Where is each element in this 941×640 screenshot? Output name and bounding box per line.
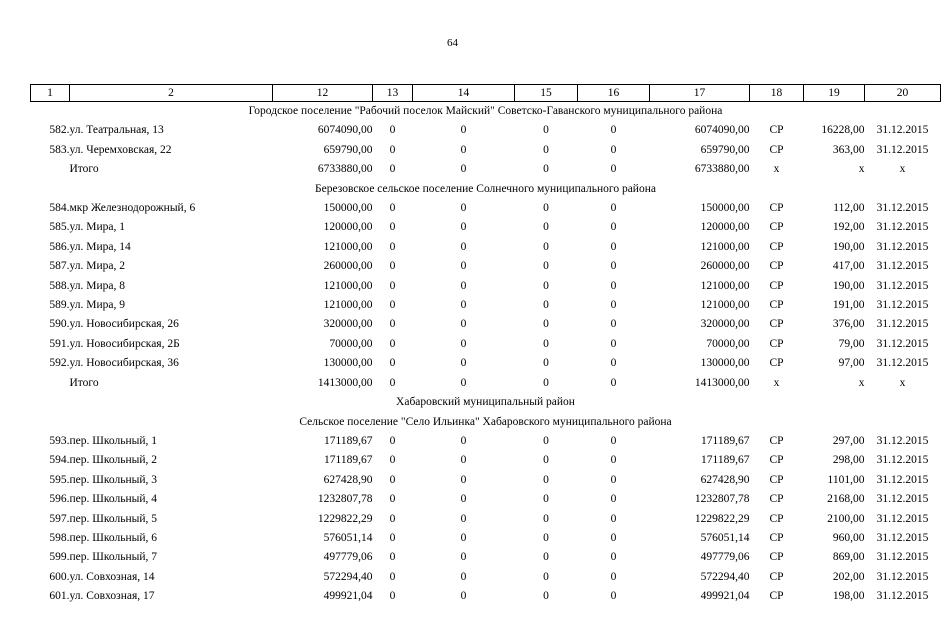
area-col-19: 2100,00 (827, 512, 865, 525)
value-col-14: 0 (460, 590, 467, 603)
section-title: Сельское поселение "Село Ильинка" Хабаровского муниципального района (299, 415, 672, 428)
row-number: 593. (49, 434, 70, 447)
value-col-16: 0 (610, 279, 617, 292)
value-col-13: 0 (389, 299, 396, 312)
value-col-13: 0 (389, 531, 396, 544)
value-col-14: 0 (460, 240, 467, 253)
address: ул. Мира, 2 (69, 260, 125, 273)
section-title: Городское поселение "Рабочий поселок Майский" Советско-Гаванского муниципального района (248, 105, 723, 117)
value-col-14: 0 (460, 454, 467, 467)
table-row (31, 548, 941, 567)
value-col-13: 0 (389, 473, 396, 486)
value-col-15: 0 (543, 163, 549, 176)
address: ул. Новосибирская, 2Б (69, 337, 180, 350)
value-col-16: 0 (610, 454, 617, 467)
table-row (31, 471, 941, 490)
value-col-13: 0 (389, 260, 396, 273)
value-col-17: 150000,00 (700, 202, 750, 215)
value-col-12: 130000,00 (323, 357, 373, 370)
value-col-16: 0 (610, 318, 617, 331)
date-col-20: 31.12.2015 (876, 493, 929, 506)
code-col-18: СР (769, 240, 784, 253)
value-col-14: 0 (460, 318, 467, 331)
area-col-19: 363,00 (832, 143, 865, 156)
row-number: 585. (49, 221, 70, 234)
row-number: 590. (49, 318, 70, 331)
address: ул. Новосибирская, 26 (69, 318, 179, 331)
code-col-18: СР (769, 260, 784, 273)
value-col-12: 499921,04 (323, 590, 373, 603)
value-col-12: 497779,06 (323, 551, 373, 564)
value-col-13: 0 (389, 454, 396, 467)
value-col-12: 171189,67 (324, 454, 373, 467)
row-number: 596. (49, 493, 70, 506)
value-col-14: 0 (460, 434, 467, 447)
column-header-14: 14 (413, 85, 515, 102)
column-header-13: 13 (373, 85, 413, 102)
area-col-19: 202,00 (832, 570, 865, 583)
value-col-13: 0 (389, 590, 396, 603)
row-number: 591. (49, 337, 70, 350)
value-col-15: 0 (543, 473, 549, 486)
section-row (31, 180, 941, 199)
value-col-16: 0 (610, 299, 617, 312)
value-col-12: 6074090,00 (317, 124, 373, 137)
value-col-14: 0 (460, 337, 467, 350)
row-number: 599. (49, 551, 70, 564)
area-col-19: 198,00 (832, 590, 865, 603)
value-col-12: 260000,00 (323, 260, 373, 273)
date-col-20: 31.12.2015 (876, 531, 929, 544)
table-row (31, 238, 941, 257)
table-row (31, 315, 941, 334)
value-col-14: 0 (460, 357, 467, 370)
value-col-14: 0 (460, 570, 467, 583)
address: ул. Мира, 9 (69, 299, 125, 312)
value-col-17: 171189,67 (701, 454, 750, 467)
row-number: 589. (49, 299, 70, 312)
column-header-18: 18 (750, 85, 804, 102)
row-number: 586. (49, 240, 70, 253)
area-col-19: х (858, 163, 865, 176)
value-col-12: 1229822,29 (317, 512, 373, 525)
value-col-16: 0 (610, 163, 617, 176)
area-col-19: 298,00 (832, 454, 865, 467)
value-col-16: 0 (610, 376, 617, 389)
table-row (31, 199, 941, 218)
value-col-16: 0 (610, 337, 617, 350)
code-col-18: СР (769, 473, 784, 486)
value-col-16: 0 (610, 551, 617, 564)
table-row (31, 354, 941, 373)
value-col-15: 0 (543, 590, 549, 603)
address: ул. Театральная, 13 (69, 124, 164, 137)
value-col-16: 0 (610, 260, 617, 273)
row-number (31, 374, 70, 393)
column-header-15: 15 (515, 85, 578, 102)
value-col-12: 627428,90 (323, 473, 373, 486)
value-col-16: 0 (610, 124, 617, 137)
code-col-18: СР (769, 299, 784, 312)
value-col-17: 120000,00 (700, 221, 750, 234)
value-col-16: 0 (610, 473, 617, 486)
value-col-15: 0 (543, 551, 549, 564)
date-col-20: 31.12.2015 (876, 454, 929, 467)
value-col-15: 0 (543, 454, 549, 467)
column-header-16: 16 (578, 85, 650, 102)
code-col-18: СР (769, 551, 784, 564)
value-col-13: 0 (389, 570, 396, 583)
date-col-20: 31.12.2015 (876, 337, 929, 350)
value-col-13: 0 (389, 143, 396, 156)
value-col-13: 0 (389, 318, 396, 331)
value-col-12: 171189,67 (324, 434, 373, 447)
area-col-19: х (858, 376, 865, 389)
row-number: 582. (49, 124, 70, 137)
table-row (31, 510, 941, 529)
table-body (31, 102, 941, 607)
area-col-19: 960,00 (832, 531, 865, 544)
value-col-15: 0 (543, 531, 549, 544)
date-col-20: х (899, 163, 906, 176)
value-col-13: 0 (389, 434, 396, 447)
date-col-20: 31.12.2015 (876, 279, 929, 292)
value-col-15: 0 (543, 279, 549, 292)
value-col-12: 121000,00 (323, 240, 373, 253)
section-title: Березовское сельское поселение Солнечного муниципального района (315, 182, 656, 195)
value-col-17: 260000,00 (700, 260, 750, 273)
value-col-16: 0 (610, 221, 617, 234)
table-row (31, 141, 941, 160)
date-col-20: 31.12.2015 (876, 221, 929, 234)
row-number: 583. (49, 143, 70, 156)
row-number: 600. (49, 570, 70, 583)
value-col-14: 0 (460, 143, 467, 156)
date-col-20: 31.12.2015 (876, 143, 929, 156)
table-row (31, 277, 941, 296)
value-col-15: 0 (543, 376, 549, 389)
table-row (31, 587, 941, 606)
section-row (31, 393, 941, 412)
date-col-20: 31.12.2015 (876, 570, 929, 583)
value-col-12: 320000,00 (323, 318, 373, 331)
value-col-13: 0 (389, 279, 396, 292)
address: пер. Школьный, 5 (69, 512, 157, 525)
code-col-18: СР (769, 590, 784, 603)
value-col-13: 0 (389, 163, 396, 176)
value-col-17: 1413000,00 (694, 376, 750, 389)
date-col-20: 31.12.2015 (876, 260, 929, 273)
value-col-16: 0 (610, 570, 617, 583)
section-title: Хабаровский муниципальный район (396, 396, 575, 409)
value-col-17: 171189,67 (701, 434, 750, 447)
date-col-20: 31.12.2015 (876, 124, 929, 137)
value-col-17: 121000,00 (700, 299, 750, 312)
value-col-12: 121000,00 (323, 299, 373, 312)
value-col-16: 0 (610, 590, 617, 603)
table-row (31, 296, 941, 315)
area-col-19: 376,00 (832, 318, 865, 331)
column-header-17: 17 (650, 85, 750, 102)
area-col-19: 2168,00 (827, 493, 865, 506)
value-col-15: 0 (543, 221, 549, 234)
value-col-14: 0 (460, 163, 467, 176)
row-number: 598. (49, 531, 70, 544)
date-col-20: 31.12.2015 (876, 590, 929, 603)
code-col-18: СР (769, 221, 784, 234)
table-row (31, 257, 941, 276)
row-number: 587. (49, 260, 70, 273)
value-col-12: 572294,40 (323, 570, 373, 583)
value-col-14: 0 (460, 279, 467, 292)
value-col-12: 120000,00 (323, 221, 373, 234)
area-col-19: 1101,00 (827, 473, 865, 486)
code-col-18: СР (769, 454, 784, 467)
address: пер. Школьный, 1 (69, 434, 157, 447)
column-header-1: 1 (31, 85, 70, 102)
area-col-19: 297,00 (832, 434, 865, 447)
area-col-19: 192,00 (832, 221, 865, 234)
value-col-12: 576051,14 (323, 531, 373, 544)
address: ул. Мира, 14 (69, 240, 131, 253)
row-number: 588. (49, 279, 70, 292)
value-col-12: 1232807,78 (317, 493, 373, 506)
page-number: 64 (447, 37, 458, 49)
row-number: 601. (49, 590, 70, 603)
value-col-13: 0 (389, 512, 396, 525)
area-col-19: 190,00 (832, 279, 865, 292)
value-col-13: 0 (389, 551, 396, 564)
value-col-17: 1232807,78 (694, 493, 750, 506)
value-col-15: 0 (543, 260, 549, 273)
value-col-15: 0 (543, 299, 549, 312)
address: пер. Школьный, 2 (69, 454, 157, 467)
code-col-18: х (773, 376, 780, 389)
row-number: 597. (49, 512, 70, 525)
address: ул. Новосибирская, 36 (69, 357, 179, 370)
row-number (31, 160, 70, 179)
value-col-17: 130000,00 (700, 357, 750, 370)
value-col-14: 0 (460, 551, 467, 564)
code-col-18: СР (769, 337, 784, 350)
value-col-17: 627428,90 (700, 473, 750, 486)
code-col-18: СР (769, 124, 784, 137)
area-col-19: 79,00 (838, 337, 865, 350)
value-col-16: 0 (610, 531, 617, 544)
section-row (31, 102, 941, 122)
address: ул. Мира, 8 (69, 279, 125, 292)
address: пер. Школьный, 7 (69, 551, 157, 564)
date-col-20: х (899, 376, 906, 389)
value-col-14: 0 (460, 473, 467, 486)
column-header-20: 20 (865, 85, 941, 102)
code-col-18: СР (769, 357, 784, 370)
date-col-20: 31.12.2015 (876, 240, 929, 253)
value-col-17: 499921,04 (700, 590, 750, 603)
code-col-18: СР (769, 318, 784, 331)
date-col-20: 31.12.2015 (876, 551, 929, 564)
value-col-15: 0 (543, 240, 549, 253)
address: ул. Совхозная, 14 (69, 570, 155, 583)
column-header-19: 19 (804, 85, 865, 102)
table-row (31, 374, 941, 393)
value-col-15: 0 (543, 143, 549, 156)
date-col-20: 31.12.2015 (876, 318, 929, 331)
value-col-14: 0 (460, 260, 467, 273)
value-col-13: 0 (389, 202, 396, 215)
value-col-17: 320000,00 (700, 318, 750, 331)
value-col-17: 121000,00 (700, 240, 750, 253)
address: ул. Черемховская, 22 (69, 143, 172, 156)
address: пер. Школьный, 4 (69, 493, 157, 506)
table-row (31, 160, 941, 179)
table-row (31, 218, 941, 237)
area-col-19: 869,00 (832, 551, 865, 564)
value-col-16: 0 (610, 202, 617, 215)
value-col-14: 0 (460, 531, 467, 544)
value-col-15: 0 (543, 124, 549, 137)
code-col-18: СР (769, 570, 784, 583)
area-col-19: 16228,00 (821, 124, 865, 137)
value-col-12: 6733880,00 (317, 163, 373, 176)
area-col-19: 112,00 (833, 202, 865, 215)
header-row (31, 85, 941, 102)
value-col-12: 1413000,00 (317, 376, 373, 389)
date-col-20: 31.12.2015 (876, 202, 929, 215)
value-col-14: 0 (460, 376, 467, 389)
address: ул. Совхозная, 17 (69, 590, 155, 603)
value-col-16: 0 (610, 240, 617, 253)
table-row (31, 490, 941, 509)
value-col-15: 0 (543, 434, 549, 447)
table-row (31, 451, 941, 470)
code-col-18: СР (769, 531, 784, 544)
code-col-18: х (773, 163, 780, 176)
address: пер. Школьный, 3 (69, 473, 157, 486)
value-col-16: 0 (610, 143, 617, 156)
address: мкр Железнодорожный, 6 (69, 202, 196, 215)
code-col-18: СР (769, 434, 784, 447)
table-row (31, 432, 941, 451)
value-col-14: 0 (460, 221, 467, 234)
value-col-14: 0 (460, 512, 467, 525)
table-row (31, 568, 941, 587)
section-row (31, 413, 941, 432)
column-header-12: 12 (273, 85, 373, 102)
value-col-13: 0 (389, 357, 396, 370)
table-row (31, 529, 941, 548)
value-col-17: 6733880,00 (694, 163, 750, 176)
value-col-13: 0 (389, 376, 396, 389)
table-header (31, 85, 941, 102)
value-col-15: 0 (543, 493, 549, 506)
data-table (30, 84, 941, 607)
code-col-18: СР (769, 143, 784, 156)
value-col-16: 0 (610, 493, 617, 506)
value-col-13: 0 (389, 240, 396, 253)
value-col-17: 572294,40 (700, 570, 750, 583)
address: ул. Мира, 1 (69, 221, 125, 234)
row-number: 584. (49, 202, 70, 215)
date-col-20: 31.12.2015 (876, 434, 929, 447)
address: пер. Школьный, 6 (69, 531, 157, 544)
value-col-12: 121000,00 (323, 279, 373, 292)
value-col-17: 497779,06 (700, 551, 750, 564)
table-row (31, 121, 941, 140)
value-col-13: 0 (389, 493, 396, 506)
value-col-17: 1229822,29 (694, 512, 750, 525)
table-row (31, 335, 941, 354)
value-col-13: 0 (389, 221, 396, 234)
code-col-18: СР (769, 512, 784, 525)
code-col-18: СР (769, 279, 784, 292)
value-col-17: 659790,00 (700, 143, 750, 156)
value-col-14: 0 (460, 299, 467, 312)
value-col-15: 0 (543, 318, 549, 331)
date-col-20: 31.12.2015 (876, 357, 929, 370)
value-col-12: 150000,00 (323, 202, 373, 215)
value-col-16: 0 (610, 512, 617, 525)
area-col-19: 97,00 (838, 357, 865, 370)
value-col-17: 576051,14 (700, 531, 750, 544)
value-col-16: 0 (610, 357, 617, 370)
row-number: 595. (49, 473, 70, 486)
value-col-14: 0 (460, 124, 467, 137)
column-header-2: 2 (70, 85, 273, 102)
value-col-15: 0 (543, 512, 549, 525)
area-col-19: 417,00 (832, 260, 865, 273)
value-col-15: 0 (543, 357, 549, 370)
date-col-20: 31.12.2015 (876, 512, 929, 525)
row-number: 594. (49, 454, 70, 467)
address: Итого (69, 163, 99, 176)
code-col-18: СР (769, 202, 784, 215)
value-col-15: 0 (543, 337, 549, 350)
value-col-14: 0 (460, 202, 467, 215)
value-col-14: 0 (460, 493, 467, 506)
address: Итого (69, 376, 99, 389)
value-col-12: 659790,00 (323, 143, 373, 156)
value-col-13: 0 (389, 124, 396, 137)
value-col-17: 121000,00 (700, 279, 750, 292)
area-col-19: 190,00 (832, 240, 865, 253)
value-col-13: 0 (389, 337, 396, 350)
row-number: 592. (49, 357, 70, 370)
value-col-17: 6074090,00 (694, 124, 750, 137)
date-col-20: 31.12.2015 (876, 473, 929, 486)
value-col-16: 0 (610, 434, 617, 447)
code-col-18: СР (769, 493, 784, 506)
value-col-12: 70000,00 (329, 337, 373, 350)
value-col-15: 0 (543, 570, 549, 583)
value-col-15: 0 (543, 202, 549, 215)
date-col-20: 31.12.2015 (876, 299, 929, 312)
value-col-17: 70000,00 (706, 337, 750, 350)
area-col-19: 191,00 (832, 299, 865, 312)
